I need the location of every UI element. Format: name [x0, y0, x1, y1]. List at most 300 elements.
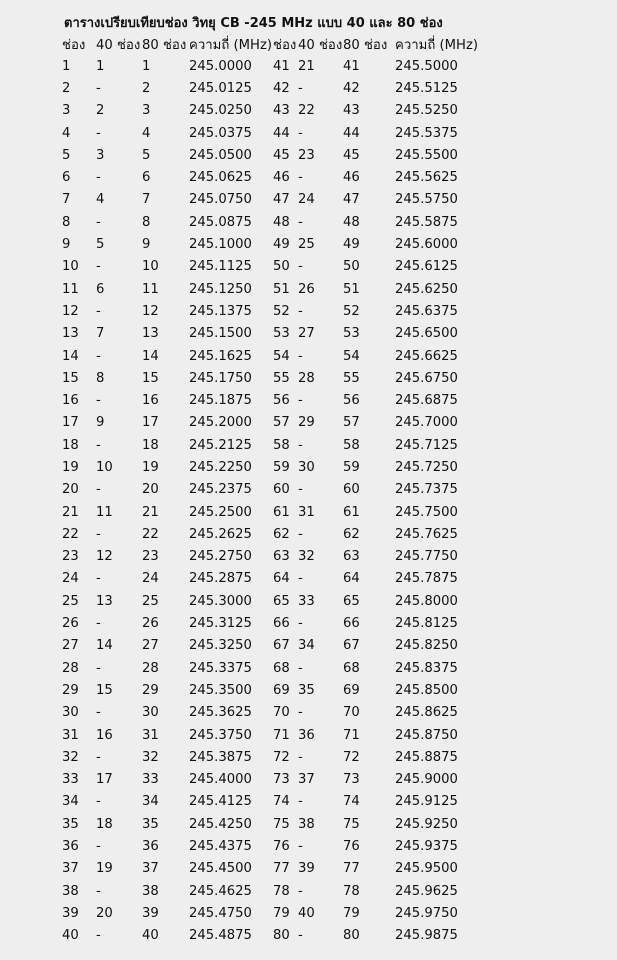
header-40-channel: 40 ช่อง: [298, 38, 343, 53]
cell-channel: 20: [62, 482, 79, 498]
cell-channel: 5: [62, 147, 71, 163]
cell-80-channel: 27: [142, 638, 159, 654]
cell-80-channel: 18: [142, 437, 159, 453]
cell-80-channel: 13: [142, 326, 159, 342]
cell-40-channel: -: [298, 794, 303, 810]
cell-frequency: 245.9375: [395, 839, 458, 855]
cell-frequency: 245.7875: [395, 571, 458, 587]
table-row: [62, 590, 485, 612]
cell-frequency: 245.4375: [189, 839, 252, 855]
cell-80-channel: 28: [142, 660, 159, 676]
cell-frequency: 245.7375: [395, 482, 458, 498]
cell-frequency: 245.2000: [189, 415, 252, 431]
cell-frequency: 245.7625: [395, 526, 458, 542]
cell-80-channel: 14: [142, 348, 159, 364]
cell-80-channel: 72: [343, 749, 360, 765]
table-row: [62, 702, 485, 724]
channel-table: [62, 34, 485, 947]
cell-frequency: 245.8875: [395, 749, 458, 765]
cell-80-channel: 23: [142, 549, 159, 565]
cell-40-channel: -: [96, 705, 101, 721]
cell-channel: 13: [62, 326, 79, 342]
cell-frequency: 245.4000: [189, 772, 252, 788]
cell-channel: 42: [273, 80, 290, 96]
cell-channel: 15: [62, 370, 79, 386]
cell-80-channel: 55: [343, 370, 360, 386]
cell-40-channel: -: [298, 80, 303, 96]
cell-frequency: 245.3375: [189, 660, 252, 676]
cell-frequency: 245.4750: [189, 905, 252, 921]
cell-channel: 14: [62, 348, 79, 364]
table-row: [62, 189, 485, 211]
table-row: [62, 835, 485, 857]
cell-40-channel: 35: [298, 682, 315, 698]
cell-40-channel: 17: [96, 772, 113, 788]
cell-frequency: 245.4125: [189, 794, 252, 810]
cell-frequency: 245.5000: [395, 58, 458, 74]
table-row: [62, 657, 485, 679]
cell-80-channel: 10: [142, 259, 159, 275]
cell-channel: 75: [273, 816, 290, 832]
cell-40-channel: 31: [298, 504, 315, 520]
cell-80-channel: 54: [343, 348, 360, 364]
cell-frequency: 245.5875: [395, 214, 458, 230]
cell-channel: 7: [62, 192, 71, 208]
cell-80-channel: 24: [142, 571, 159, 587]
cell-channel: 76: [273, 839, 290, 855]
cell-frequency: 245.8000: [395, 593, 458, 609]
table-row: [62, 813, 485, 835]
cell-40-channel: 9: [96, 415, 105, 431]
cell-80-channel: 9: [142, 237, 151, 253]
cell-80-channel: 46: [343, 170, 360, 186]
cell-40-channel: -: [298, 616, 303, 632]
cell-frequency: 245.6125: [395, 259, 458, 275]
cell-frequency: 245.5625: [395, 170, 458, 186]
cell-40-channel: 26: [298, 281, 315, 297]
cell-80-channel: 45: [343, 147, 360, 163]
cell-frequency: 245.1500: [189, 326, 252, 342]
table-row: [62, 746, 485, 768]
cell-frequency: 245.3750: [189, 727, 252, 743]
cell-channel: 9: [62, 237, 71, 253]
cell-frequency: 245.1125: [189, 259, 252, 275]
cell-frequency: 245.7500: [395, 504, 458, 520]
cell-channel: 53: [273, 326, 290, 342]
cell-frequency: 245.1250: [189, 281, 252, 297]
cell-channel: 24: [62, 571, 79, 587]
cell-40-channel: -: [96, 303, 101, 319]
table-row: [62, 791, 485, 813]
cell-channel: 68: [273, 660, 290, 676]
cell-40-channel: 22: [298, 103, 315, 119]
cell-frequency: 245.7125: [395, 437, 458, 453]
cell-channel: 71: [273, 727, 290, 743]
cell-channel: 26: [62, 616, 79, 632]
cell-channel: 21: [62, 504, 79, 520]
cell-frequency: 245.7750: [395, 549, 458, 565]
cell-channel: 60: [273, 482, 290, 498]
cell-frequency: 245.0000: [189, 58, 252, 74]
cell-channel: 55: [273, 370, 290, 386]
cell-channel: 38: [62, 883, 79, 899]
cell-40-channel: -: [298, 259, 303, 275]
cell-frequency: 245.9125: [395, 794, 458, 810]
cell-80-channel: 75: [343, 816, 360, 832]
cell-40-channel: 6: [96, 281, 105, 297]
page-title: ตารางเปรียบเทียบช่อง วิทยุ CB -245 MHz แบบ 40 และ 80 ช่อง: [64, 16, 443, 31]
cell-channel: 36: [62, 839, 79, 855]
cell-80-channel: 59: [343, 459, 360, 475]
cell-40-channel: 8: [96, 370, 105, 386]
cell-frequency: 245.6750: [395, 370, 458, 386]
cell-40-channel: 10: [96, 459, 113, 475]
header-40-channel: 40 ช่อง: [96, 38, 141, 53]
cell-frequency: 245.0625: [189, 170, 252, 186]
cell-40-channel: 18: [96, 816, 113, 832]
cell-80-channel: 4: [142, 125, 151, 141]
cell-frequency: 245.0500: [189, 147, 252, 163]
cell-40-channel: -: [96, 839, 101, 855]
cell-frequency: 245.0250: [189, 103, 252, 119]
cell-40-channel: 29: [298, 415, 315, 431]
cell-channel: 43: [273, 103, 290, 119]
cell-80-channel: 31: [142, 727, 159, 743]
table-row: [62, 278, 485, 300]
cell-40-channel: 13: [96, 593, 113, 609]
cell-80-channel: 6: [142, 170, 151, 186]
cell-40-channel: -: [96, 794, 101, 810]
table-row: [62, 724, 485, 746]
cell-80-channel: 38: [142, 883, 159, 899]
table-row: [62, 55, 485, 77]
cell-frequency: 245.9750: [395, 905, 458, 921]
cell-frequency: 245.6375: [395, 303, 458, 319]
table-row: [62, 568, 485, 590]
cell-channel: 23: [62, 549, 79, 565]
table-body: [62, 55, 485, 947]
cell-frequency: 245.6875: [395, 393, 458, 409]
cell-frequency: 245.2500: [189, 504, 252, 520]
table-row: [62, 122, 485, 144]
cell-40-channel: 4: [96, 192, 105, 208]
table-row: [62, 345, 485, 367]
cell-80-channel: 70: [343, 705, 360, 721]
cell-80-channel: 57: [343, 415, 360, 431]
cell-80-channel: 78: [343, 883, 360, 899]
cell-40-channel: 39: [298, 861, 315, 877]
cell-frequency: 245.9625: [395, 883, 458, 899]
cell-40-channel: 5: [96, 237, 105, 253]
cell-channel: 78: [273, 883, 290, 899]
cell-40-channel: 11: [96, 504, 113, 520]
table-row: [62, 679, 485, 701]
cell-channel: 56: [273, 393, 290, 409]
cell-40-channel: -: [96, 571, 101, 587]
cell-80-channel: 33: [142, 772, 159, 788]
cell-80-channel: 3: [142, 103, 151, 119]
cell-frequency: 245.1000: [189, 237, 252, 253]
header-channel: ช่อง: [62, 38, 86, 53]
cell-80-channel: 68: [343, 660, 360, 676]
cell-40-channel: 37: [298, 772, 315, 788]
cell-80-channel: 67: [343, 638, 360, 654]
cell-40-channel: 15: [96, 682, 113, 698]
cell-channel: 46: [273, 170, 290, 186]
cell-80-channel: 79: [343, 905, 360, 921]
cell-channel: 50: [273, 259, 290, 275]
table-row: [62, 300, 485, 322]
cell-80-channel: 60: [343, 482, 360, 498]
cell-channel: 41: [273, 58, 290, 74]
cell-channel: 31: [62, 727, 79, 743]
cell-80-channel: 40: [142, 928, 159, 944]
cell-frequency: 245.4875: [189, 928, 252, 944]
cell-frequency: 245.6625: [395, 348, 458, 364]
table-row: [62, 256, 485, 278]
cell-40-channel: 19: [96, 861, 113, 877]
cell-frequency: 245.6500: [395, 326, 458, 342]
cell-40-channel: -: [298, 526, 303, 542]
cell-channel: 49: [273, 237, 290, 253]
table-row: [62, 233, 485, 255]
cell-40-channel: 3: [96, 147, 105, 163]
cell-40-channel: 34: [298, 638, 315, 654]
cell-channel: 35: [62, 816, 79, 832]
table-row: [62, 858, 485, 880]
table-row: [62, 211, 485, 233]
cell-frequency: 245.1375: [189, 303, 252, 319]
cell-frequency: 245.8500: [395, 682, 458, 698]
cell-frequency: 245.2750: [189, 549, 252, 565]
cell-40-channel: 27: [298, 326, 315, 342]
cell-channel: 67: [273, 638, 290, 654]
cell-40-channel: 14: [96, 638, 113, 654]
cell-channel: 47: [273, 192, 290, 208]
cell-frequency: 245.1875: [189, 393, 252, 409]
cell-channel: 11: [62, 281, 79, 297]
table-row: [62, 456, 485, 478]
cell-40-channel: 12: [96, 549, 113, 565]
header-channel: ช่อง: [273, 38, 297, 53]
cell-channel: 72: [273, 749, 290, 765]
cell-80-channel: 47: [343, 192, 360, 208]
header-frequency: ความถี่ (MHz): [395, 38, 479, 53]
cell-80-channel: 42: [343, 80, 360, 96]
cell-channel: 58: [273, 437, 290, 453]
cell-channel: 59: [273, 459, 290, 475]
cell-80-channel: 35: [142, 816, 159, 832]
cell-frequency: 245.4500: [189, 861, 252, 877]
cell-frequency: 245.8750: [395, 727, 458, 743]
cell-80-channel: 61: [343, 504, 360, 520]
cell-channel: 73: [273, 772, 290, 788]
cell-channel: 19: [62, 459, 79, 475]
cell-frequency: 245.5750: [395, 192, 458, 208]
cell-80-channel: 65: [343, 593, 360, 609]
cell-80-channel: 5: [142, 147, 151, 163]
cell-channel: 28: [62, 660, 79, 676]
cell-40-channel: -: [96, 259, 101, 275]
cell-frequency: 245.8250: [395, 638, 458, 654]
table-row: [62, 100, 485, 122]
cell-channel: 69: [273, 682, 290, 698]
cell-channel: 1: [62, 58, 71, 74]
cell-channel: 8: [62, 214, 71, 230]
cell-frequency: 245.8625: [395, 705, 458, 721]
cell-40-channel: 1: [96, 58, 105, 74]
cell-80-channel: 20: [142, 482, 159, 498]
table-row: [62, 367, 485, 389]
cell-80-channel: 8: [142, 214, 151, 230]
cell-80-channel: 11: [142, 281, 159, 297]
cell-40-channel: -: [298, 928, 303, 944]
cell-80-channel: 80: [343, 928, 360, 944]
cell-channel: 25: [62, 593, 79, 609]
cell-frequency: 245.3250: [189, 638, 252, 654]
cell-80-channel: 17: [142, 415, 159, 431]
cell-80-channel: 53: [343, 326, 360, 342]
cell-40-channel: -: [96, 660, 101, 676]
cell-channel: 48: [273, 214, 290, 230]
cell-channel: 39: [62, 905, 79, 921]
cell-40-channel: -: [298, 393, 303, 409]
cell-40-channel: -: [298, 348, 303, 364]
cell-40-channel: 20: [96, 905, 113, 921]
cell-channel: 27: [62, 638, 79, 654]
cell-80-channel: 77: [343, 861, 360, 877]
cell-channel: 66: [273, 616, 290, 632]
cell-frequency: 245.3625: [189, 705, 252, 721]
cell-80-channel: 26: [142, 616, 159, 632]
cell-40-channel: -: [298, 214, 303, 230]
cell-40-channel: -: [96, 125, 101, 141]
cell-40-channel: 32: [298, 549, 315, 565]
cell-80-channel: 63: [343, 549, 360, 565]
cell-frequency: 245.6000: [395, 237, 458, 253]
cell-80-channel: 76: [343, 839, 360, 855]
cell-80-channel: 62: [343, 526, 360, 542]
cell-channel: 61: [273, 504, 290, 520]
cell-channel: 18: [62, 437, 79, 453]
cell-frequency: 245.3125: [189, 616, 252, 632]
cell-channel: 79: [273, 905, 290, 921]
cell-40-channel: 40: [298, 905, 315, 921]
cell-channel: 10: [62, 259, 79, 275]
cell-channel: 40: [62, 928, 79, 944]
cell-40-channel: 28: [298, 370, 315, 386]
cell-80-channel: 25: [142, 593, 159, 609]
cell-80-channel: 73: [343, 772, 360, 788]
header-80-channel: 80 ช่อง: [142, 38, 187, 53]
table-row: [62, 77, 485, 99]
cell-80-channel: 32: [142, 749, 159, 765]
cell-frequency: 245.7000: [395, 415, 458, 431]
table-row: [62, 902, 485, 924]
cell-40-channel: -: [96, 437, 101, 453]
cell-frequency: 245.9000: [395, 772, 458, 788]
cell-80-channel: 22: [142, 526, 159, 542]
cell-40-channel: -: [298, 303, 303, 319]
cell-40-channel: -: [96, 616, 101, 632]
cell-40-channel: -: [298, 749, 303, 765]
cell-channel: 30: [62, 705, 79, 721]
cell-40-channel: -: [96, 80, 101, 96]
cell-channel: 57: [273, 415, 290, 431]
cell-channel: 17: [62, 415, 79, 431]
cell-80-channel: 7: [142, 192, 151, 208]
table-row: [62, 166, 485, 188]
cell-frequency: 245.9875: [395, 928, 458, 944]
table-row: [62, 612, 485, 634]
cell-frequency: 245.5500: [395, 147, 458, 163]
cell-channel: 64: [273, 571, 290, 587]
cell-frequency: 245.9250: [395, 816, 458, 832]
cell-channel: 70: [273, 705, 290, 721]
cell-channel: 62: [273, 526, 290, 542]
cell-frequency: 245.9500: [395, 861, 458, 877]
table-row: [62, 880, 485, 902]
cell-channel: 29: [62, 682, 79, 698]
cell-frequency: 245.5375: [395, 125, 458, 141]
cell-40-channel: 16: [96, 727, 113, 743]
cell-80-channel: 43: [343, 103, 360, 119]
cell-40-channel: -: [298, 125, 303, 141]
cell-80-channel: 71: [343, 727, 360, 743]
cell-40-channel: -: [96, 749, 101, 765]
cell-80-channel: 2: [142, 80, 151, 96]
cell-80-channel: 29: [142, 682, 159, 698]
cell-40-channel: -: [298, 437, 303, 453]
cell-channel: 34: [62, 794, 79, 810]
table-row: [62, 144, 485, 166]
cell-40-channel: 25: [298, 237, 315, 253]
cell-channel: 80: [273, 928, 290, 944]
table-row: [62, 635, 485, 657]
cell-channel: 16: [62, 393, 79, 409]
table-row: [62, 479, 485, 501]
cell-40-channel: 24: [298, 192, 315, 208]
cell-40-channel: -: [298, 170, 303, 186]
cell-80-channel: 74: [343, 794, 360, 810]
cell-40-channel: -: [298, 482, 303, 498]
table-row: [62, 523, 485, 545]
cell-40-channel: 33: [298, 593, 315, 609]
cell-80-channel: 64: [343, 571, 360, 587]
table-header-row: [62, 34, 485, 55]
cell-channel: 51: [273, 281, 290, 297]
cell-frequency: 245.2250: [189, 459, 252, 475]
cell-40-channel: -: [96, 348, 101, 364]
table-row: [62, 412, 485, 434]
cell-channel: 2: [62, 80, 71, 96]
cell-channel: 63: [273, 549, 290, 565]
cell-frequency: 245.7250: [395, 459, 458, 475]
cell-80-channel: 56: [343, 393, 360, 409]
cell-80-channel: 69: [343, 682, 360, 698]
cell-frequency: 245.2875: [189, 571, 252, 587]
table-row: [62, 323, 485, 345]
table-row: [62, 389, 485, 411]
cell-channel: 32: [62, 749, 79, 765]
table-row: [62, 434, 485, 456]
cell-80-channel: 12: [142, 303, 159, 319]
cell-frequency: 245.0750: [189, 192, 252, 208]
cell-frequency: 245.2375: [189, 482, 252, 498]
cell-80-channel: 58: [343, 437, 360, 453]
cell-80-channel: 39: [142, 905, 159, 921]
table-row: [62, 925, 485, 947]
